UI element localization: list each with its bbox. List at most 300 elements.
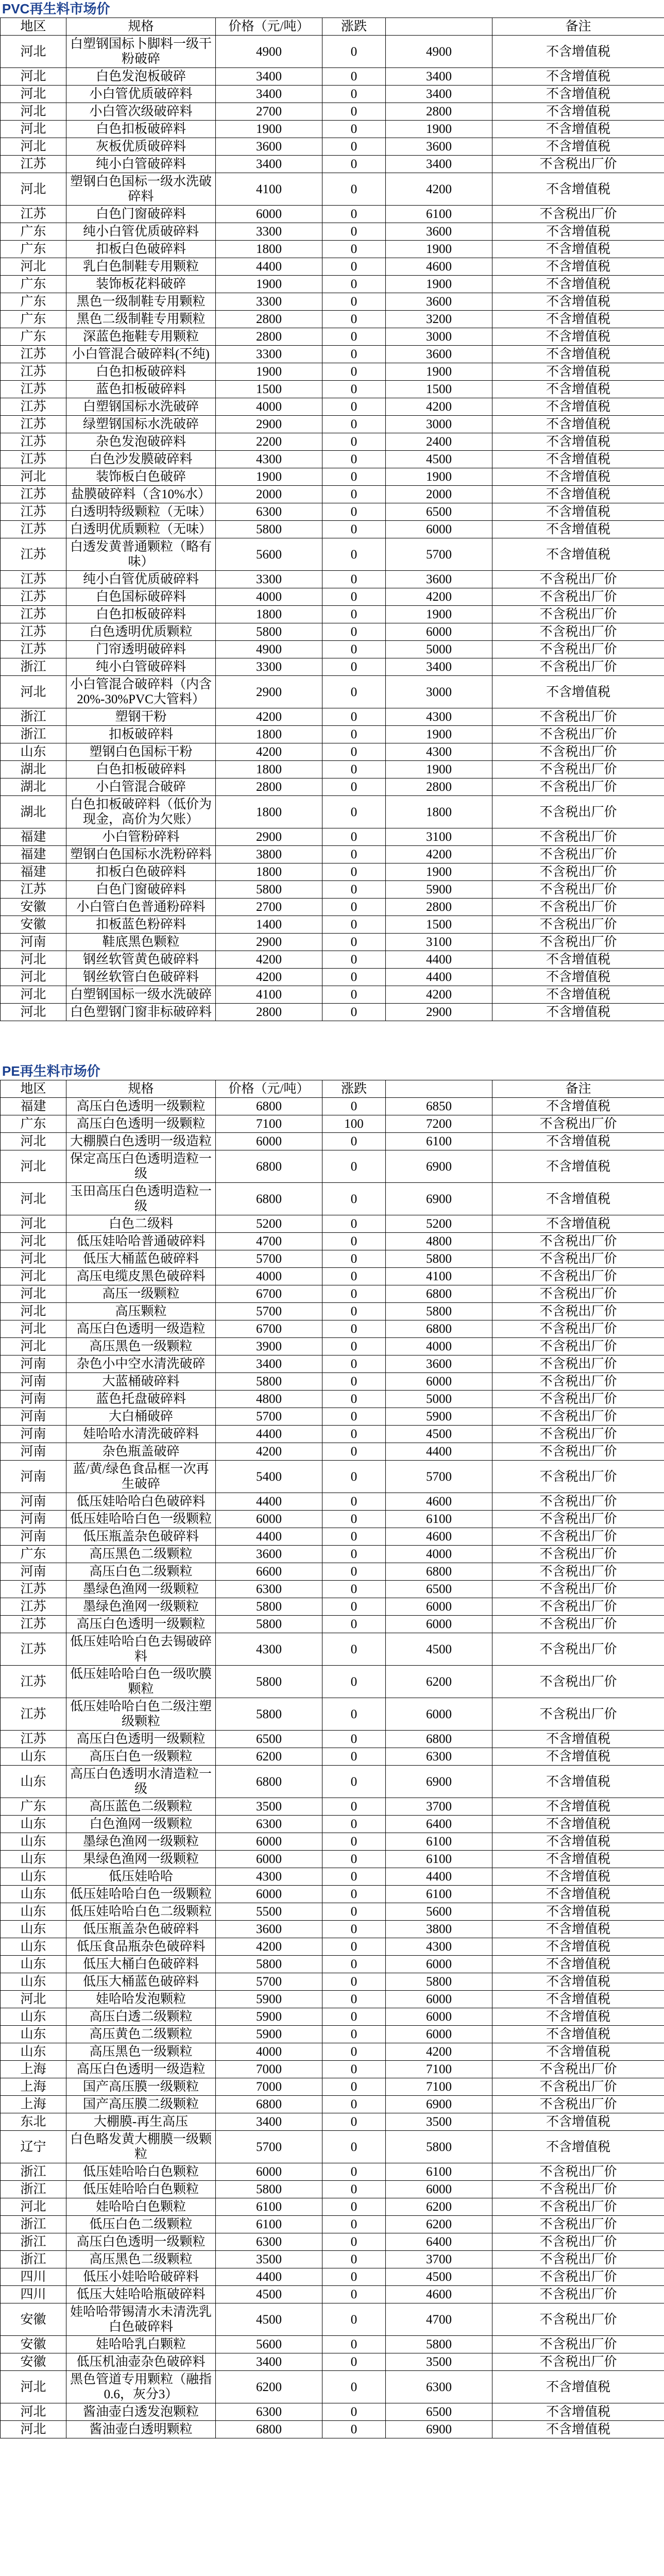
cell-region: 广东 [1, 276, 66, 293]
cell-price-high: 3400 [386, 68, 492, 86]
cell-region: 上海 [1, 2061, 66, 2078]
cell-change: 0 [322, 2061, 386, 2078]
cell-region: 山东 [1, 1748, 66, 1766]
cell-note: 不含增值税 [492, 138, 664, 156]
cell-region: 上海 [1, 2078, 66, 2096]
cell-note: 不含增值税 [492, 2026, 664, 2043]
cell-note: 不含税出厂价 [492, 2303, 664, 2336]
cell-change: 0 [322, 1268, 386, 1285]
table-row [1, 1215, 664, 1233]
cell-price-high: 6500 [386, 2403, 492, 2421]
cell-note: 不含增值税 [492, 486, 664, 503]
cell-region: 河南 [1, 1443, 66, 1461]
cell-price-high: 4200 [386, 398, 492, 416]
table-row [1, 2251, 664, 2268]
cell-spec: 小白管优质破碎料 [66, 86, 216, 103]
table-row [1, 241, 664, 258]
cell-note: 不含税出厂价 [492, 743, 664, 761]
table-row [1, 2131, 664, 2163]
cell-note: 不含税出厂价 [492, 1408, 664, 1426]
cell-region: 江苏 [1, 363, 66, 381]
cell-price-high: 5000 [386, 1391, 492, 1408]
cell-spec: 墨绿色渔网一级颗粒 [66, 1598, 216, 1616]
table-row [1, 2216, 664, 2233]
cell-change: 0 [322, 363, 386, 381]
table-row [1, 1408, 664, 1426]
cell-spec: 高压蓝色二级颗粒 [66, 1798, 216, 1816]
cell-price-high: 4900 [386, 36, 492, 68]
cell-change: 0 [322, 468, 386, 486]
cell-spec: 装饰板花料破碎 [66, 276, 216, 293]
table-row [1, 1766, 664, 1798]
cell-note: 不含税出厂价 [492, 1616, 664, 1633]
cell-change: 0 [322, 2113, 386, 2131]
cell-price-high: 2900 [386, 1004, 492, 1021]
cell-price-low: 4200 [216, 969, 322, 986]
cell-price-high: 4300 [386, 1938, 492, 1956]
cell-spec: 高压一级颗粒 [66, 1285, 216, 1303]
cell-spec: 墨绿色渔网一级颗粒 [66, 1833, 216, 1851]
cell-price-low: 5800 [216, 2181, 322, 2198]
cell-region: 广东 [1, 328, 66, 346]
cell-change: 0 [322, 881, 386, 899]
cell-price-low: 5700 [216, 1303, 322, 1320]
cell-price-high: 4500 [386, 451, 492, 468]
cell-note: 不含税出厂价 [492, 2286, 664, 2303]
cell-spec: 娃哈哈乳白颗粒 [66, 2336, 216, 2353]
table-row [1, 641, 664, 658]
cell-price-high: 5800 [386, 1303, 492, 1320]
cell-price-high: 3100 [386, 828, 492, 846]
cell-price-low: 3500 [216, 1798, 322, 1816]
cell-change: 0 [322, 1183, 386, 1215]
cell-change: 0 [322, 103, 386, 121]
cell-change: 0 [322, 1133, 386, 1150]
cell-price-high: 6000 [386, 1956, 492, 1973]
table-row [1, 2026, 664, 2043]
cell-note: 不含增值税 [492, 1816, 664, 1833]
cell-region: 江苏 [1, 881, 66, 899]
table-row [1, 416, 664, 433]
cell-spec: 白色扣板破碎料（低价为现金，高价为欠账） [66, 796, 216, 828]
cell-change: 0 [322, 503, 386, 521]
header-note: 备注 [492, 1080, 664, 1098]
cell-region: 湖北 [1, 778, 66, 796]
cell-spec: 低压小娃哈哈破碎料 [66, 2268, 216, 2286]
cell-region: 河北 [1, 1250, 66, 1268]
cell-price-low: 7000 [216, 2078, 322, 2096]
table-row [1, 743, 664, 761]
cell-price-high: 4400 [386, 1868, 492, 1886]
cell-price-low: 6800 [216, 1183, 322, 1215]
cell-note: 不含税出厂价 [492, 2198, 664, 2216]
cell-price-low: 3300 [216, 223, 322, 241]
cell-spec: 低压娃哈哈白色一级颗粒 [66, 1886, 216, 1903]
cell-spec: 国产高压膜二级颗粒 [66, 2096, 216, 2113]
table-row [1, 571, 664, 588]
cell-note: 不含增值税 [492, 1183, 664, 1215]
cell-price-low: 6300 [216, 2233, 322, 2251]
cell-spec: 绿塑钢国标水洗破碎 [66, 416, 216, 433]
cell-region: 四川 [1, 2286, 66, 2303]
cell-spec: 低压食品瓶杂色破碎料 [66, 1938, 216, 1956]
cell-region: 河南 [1, 1426, 66, 1443]
cell-spec: 大蓝桶破碎料 [66, 1373, 216, 1391]
cell-note: 不含增值税 [492, 503, 664, 521]
table-row [1, 881, 664, 899]
cell-spec: 扣板白色破碎料 [66, 863, 216, 881]
cell-note: 不含增值税 [492, 1868, 664, 1886]
cell-note: 不含税出厂价 [492, 623, 664, 641]
table-row [1, 2233, 664, 2251]
table-row [1, 1461, 664, 1493]
cell-change: 0 [322, 1748, 386, 1766]
cell-change: 0 [322, 1851, 386, 1868]
cell-change: 0 [322, 2233, 386, 2251]
cell-region: 江苏 [1, 1731, 66, 1748]
cell-note: 不含税出厂价 [492, 1698, 664, 1731]
cell-change: 0 [322, 521, 386, 538]
cell-region: 河北 [1, 2198, 66, 2216]
cell-price-high: 4300 [386, 708, 492, 726]
table-row [1, 2113, 664, 2131]
cell-change: 0 [322, 2371, 386, 2403]
table-row [1, 1133, 664, 1150]
cell-price-high: 1900 [386, 726, 492, 743]
cell-change: 0 [322, 68, 386, 86]
table-row [1, 726, 664, 743]
cell-note: 不含税出厂价 [492, 1528, 664, 1546]
cell-price-high: 6500 [386, 503, 492, 521]
cell-change: 0 [322, 1698, 386, 1731]
cell-note: 不含税出厂价 [492, 1115, 664, 1133]
table-row [1, 846, 664, 863]
cell-price-low: 3600 [216, 1921, 322, 1938]
pvc-section-title: PVC再生料市场价 [2, 1, 110, 16]
header-price: 价格（元/吨） [216, 18, 322, 36]
cell-change: 0 [322, 223, 386, 241]
cell-price-high: 3400 [386, 156, 492, 173]
cell-price-low: 2000 [216, 486, 322, 503]
cell-spec: 白色扣板破碎料 [66, 121, 216, 138]
table-row [1, 899, 664, 916]
cell-spec: 纯小白管优质破碎料 [66, 223, 216, 241]
table-row [1, 1748, 664, 1766]
cell-change: 0 [322, 846, 386, 863]
table-row [1, 2268, 664, 2286]
cell-region: 山东 [1, 1921, 66, 1938]
cell-spec: 娃哈哈带锡清水未清洗乳白色破碎料 [66, 2303, 216, 2336]
cell-price-high: 3000 [386, 676, 492, 708]
cell-region: 江苏 [1, 206, 66, 223]
table-row [1, 1303, 664, 1320]
cell-price-high: 5700 [386, 538, 492, 571]
cell-spec: 小白管粉碎料 [66, 828, 216, 846]
cell-change: 0 [322, 1443, 386, 1461]
cell-spec: 大棚膜-再生高压 [66, 2113, 216, 2131]
cell-spec: 白色沙发膜破碎料 [66, 451, 216, 468]
cell-note: 不含增值税 [492, 2403, 664, 2421]
cell-region: 江苏 [1, 1581, 66, 1598]
cell-note: 不含增值税 [492, 1833, 664, 1851]
cell-spec: 塑钢白色国标干粉 [66, 743, 216, 761]
cell-region: 河南 [1, 1511, 66, 1528]
cell-region: 安徽 [1, 2336, 66, 2353]
cell-region: 河北 [1, 138, 66, 156]
cell-note: 不含增值税 [492, 538, 664, 571]
table-row [1, 468, 664, 486]
cell-price-low: 5800 [216, 623, 322, 641]
cell-spec: 高压白色透明一级造粒 [66, 2061, 216, 2078]
cell-price-low: 4200 [216, 951, 322, 969]
cell-price-low: 6800 [216, 1150, 322, 1183]
cell-spec: 高压颗粒 [66, 1303, 216, 1320]
cell-region: 山东 [1, 1903, 66, 1921]
pvc-price-table [0, 18, 664, 1021]
cell-region: 广东 [1, 241, 66, 258]
cell-price-high: 6200 [386, 2198, 492, 2216]
cell-change: 0 [322, 623, 386, 641]
cell-price-low: 3300 [216, 346, 322, 363]
table-row [1, 538, 664, 571]
table-row [1, 1150, 664, 1183]
cell-spec: 白色扣板破碎料 [66, 761, 216, 778]
table-row [1, 2353, 664, 2371]
cell-note: 不含增值税 [492, 86, 664, 103]
cell-price-high: 6800 [386, 1563, 492, 1581]
cell-note: 不含税出厂价 [492, 606, 664, 623]
table-row [1, 1973, 664, 1991]
cell-region: 安徽 [1, 2353, 66, 2371]
cell-region: 河北 [1, 1133, 66, 1150]
cell-price-high: 5000 [386, 641, 492, 658]
cell-note: 不含增值税 [492, 1766, 664, 1798]
cell-region: 河北 [1, 2421, 66, 2438]
cell-region: 山东 [1, 1956, 66, 1973]
cell-change: 0 [322, 676, 386, 708]
cell-change: 0 [322, 1004, 386, 1021]
cell-price-high: 3500 [386, 2353, 492, 2371]
cell-note: 不含增值税 [492, 969, 664, 986]
cell-price-low: 2900 [216, 828, 322, 846]
cell-region: 安徽 [1, 2303, 66, 2336]
table-row [1, 2403, 664, 2421]
cell-spec: 白塑钢国标一级水洗破碎 [66, 986, 216, 1004]
cell-note: 不含税出厂价 [492, 1303, 664, 1320]
pvc-header-row [1, 18, 664, 36]
cell-note: 不含增值税 [492, 346, 664, 363]
cell-change: 0 [322, 1973, 386, 1991]
cell-change: 0 [322, 863, 386, 881]
cell-price-high: 3400 [386, 86, 492, 103]
table-row [1, 1991, 664, 2008]
cell-spec: 低压娃哈哈白色二级颗粒 [66, 1903, 216, 1921]
cell-price-low: 4900 [216, 641, 322, 658]
table-row [1, 258, 664, 276]
cell-price-high: 4100 [386, 1268, 492, 1285]
cell-price-low: 6300 [216, 503, 322, 521]
cell-change: 0 [322, 606, 386, 623]
cell-region: 河南 [1, 934, 66, 951]
cell-region: 河北 [1, 951, 66, 969]
cell-price-low: 5900 [216, 2026, 322, 2043]
cell-region: 河北 [1, 676, 66, 708]
cell-note: 不含增值税 [492, 1973, 664, 1991]
cell-note: 不含增值税 [492, 2113, 664, 2131]
cell-price-low: 6200 [216, 2371, 322, 2403]
table-row [1, 1816, 664, 1833]
table-row [1, 2286, 664, 2303]
cell-note: 不含增值税 [492, 468, 664, 486]
cell-price-low: 5800 [216, 1956, 322, 1973]
cell-region: 福建 [1, 846, 66, 863]
cell-spec: 娃哈哈发泡颗粒 [66, 1991, 216, 2008]
cell-change: 0 [322, 258, 386, 276]
cell-price-low: 3400 [216, 1355, 322, 1373]
cell-price-high: 1900 [386, 761, 492, 778]
cell-change: 0 [322, 2026, 386, 2043]
cell-price-high: 6000 [386, 1373, 492, 1391]
cell-price-low: 3300 [216, 658, 322, 676]
cell-price-high: 6000 [386, 623, 492, 641]
cell-change: 0 [322, 778, 386, 796]
cell-region: 山东 [1, 2026, 66, 2043]
cell-note: 不含增值税 [492, 328, 664, 346]
cell-change: 0 [322, 1616, 386, 1633]
cell-price-low: 4200 [216, 1938, 322, 1956]
cell-price-low: 1800 [216, 761, 322, 778]
cell-note: 不含税出厂价 [492, 1268, 664, 1285]
header-region: 地区 [1, 18, 66, 36]
cell-change: 0 [322, 2251, 386, 2268]
cell-spec: 低压瓶盖杂色破碎料 [66, 1528, 216, 1546]
cell-price-high: 5900 [386, 881, 492, 899]
cell-price-low: 1900 [216, 363, 322, 381]
cell-spec: 白透发黄普通颗粒（略有味） [66, 538, 216, 571]
table-row [1, 1581, 664, 1598]
cell-region: 河北 [1, 68, 66, 86]
cell-spec: 低压大桶白色破碎料 [66, 1956, 216, 1973]
cell-spec: 娃哈哈白色颗粒 [66, 2198, 216, 2216]
cell-region: 江苏 [1, 486, 66, 503]
cell-change: 0 [322, 1816, 386, 1833]
cell-spec: 低压娃哈哈白色颗粒 [66, 2163, 216, 2181]
cell-spec: 白塑钢国标水洗破碎 [66, 398, 216, 416]
cell-price-low: 3300 [216, 571, 322, 588]
cell-note: 不含税出厂价 [492, 1511, 664, 1528]
cell-spec: 小白管混合破碎料(不纯) [66, 346, 216, 363]
cell-region: 河北 [1, 969, 66, 986]
cell-region: 江苏 [1, 503, 66, 521]
cell-region: 广东 [1, 223, 66, 241]
cell-region: 上海 [1, 2096, 66, 2113]
section-gap [0, 1021, 664, 1062]
table-row [1, 969, 664, 986]
cell-price-high: 5800 [386, 2336, 492, 2353]
cell-note: 不含税出厂价 [492, 2078, 664, 2096]
cell-price-high: 6300 [386, 1748, 492, 1766]
cell-change: 0 [322, 2336, 386, 2353]
cell-price-low: 6800 [216, 2096, 322, 2113]
cell-region: 江苏 [1, 1616, 66, 1633]
cell-price-low: 5700 [216, 1973, 322, 1991]
cell-price-high: 4600 [386, 1493, 492, 1511]
cell-price-low: 2700 [216, 899, 322, 916]
table-row [1, 138, 664, 156]
cell-note: 不含税出厂价 [492, 1250, 664, 1268]
cell-price-high: 6900 [386, 2421, 492, 2438]
cell-price-low: 5600 [216, 538, 322, 571]
cell-price-low: 4800 [216, 1391, 322, 1408]
cell-change: 0 [322, 2303, 386, 2336]
cell-note: 不含增值税 [492, 223, 664, 241]
cell-price-high: 6900 [386, 1183, 492, 1215]
table-row [1, 276, 664, 293]
cell-price-low: 4000 [216, 1268, 322, 1285]
cell-spec: 高压黑色一级颗粒 [66, 2043, 216, 2061]
cell-price-low: 3400 [216, 2113, 322, 2131]
cell-change: 0 [322, 2078, 386, 2096]
cell-note: 不含税出厂价 [492, 2251, 664, 2268]
cell-price-high: 4400 [386, 1443, 492, 1461]
cell-change: 0 [322, 241, 386, 258]
cell-region: 辽宁 [1, 2131, 66, 2163]
cell-price-high: 6800 [386, 1731, 492, 1748]
cell-price-low: 3600 [216, 138, 322, 156]
table-row [1, 1355, 664, 1373]
table-row [1, 2008, 664, 2026]
cell-change: 0 [322, 433, 386, 451]
cell-spec: 白透明特级颗粒（无味） [66, 503, 216, 521]
cell-price-high: 4200 [386, 846, 492, 863]
cell-price-low: 4000 [216, 398, 322, 416]
cell-price-low: 4400 [216, 2268, 322, 2286]
table-row [1, 1098, 664, 1115]
header-change: 涨跌 [322, 1080, 386, 1098]
cell-region: 河北 [1, 1285, 66, 1303]
cell-price-low: 1800 [216, 606, 322, 623]
table-row [1, 1115, 664, 1133]
cell-note: 不含增值税 [492, 1991, 664, 2008]
cell-spec: 国产高压膜一级颗粒 [66, 2078, 216, 2096]
cell-change: 0 [322, 743, 386, 761]
cell-change: 0 [322, 2353, 386, 2371]
cell-price-low: 6300 [216, 1581, 322, 1598]
cell-price-low: 3800 [216, 846, 322, 863]
cell-price-low: 4300 [216, 1868, 322, 1886]
cell-price-high: 1900 [386, 606, 492, 623]
cell-spec: 高压白透二级颗粒 [66, 2008, 216, 2026]
cell-change: 0 [322, 2268, 386, 2286]
cell-price-high: 3000 [386, 328, 492, 346]
cell-region: 山东 [1, 1886, 66, 1903]
cell-region: 浙江 [1, 708, 66, 726]
table-row [1, 986, 664, 1004]
cell-spec: 白色扣板破碎料 [66, 363, 216, 381]
cell-spec: 高压白色二级颗粒 [66, 1563, 216, 1581]
cell-note: 不含税出厂价 [492, 1338, 664, 1355]
cell-price-high: 4200 [386, 588, 492, 606]
cell-price-high: 6900 [386, 2096, 492, 2113]
cell-price-high: 4600 [386, 2286, 492, 2303]
table-row [1, 398, 664, 416]
cell-change: 0 [322, 1991, 386, 2008]
cell-spec: 高压黄色二级颗粒 [66, 2026, 216, 2043]
cell-spec: 杂色瓶盖破碎 [66, 1443, 216, 1461]
cell-note: 不含税出厂价 [492, 206, 664, 223]
cell-spec: 低压娃哈哈普通破碎料 [66, 1233, 216, 1250]
cell-note: 不含税出厂价 [492, 641, 664, 658]
